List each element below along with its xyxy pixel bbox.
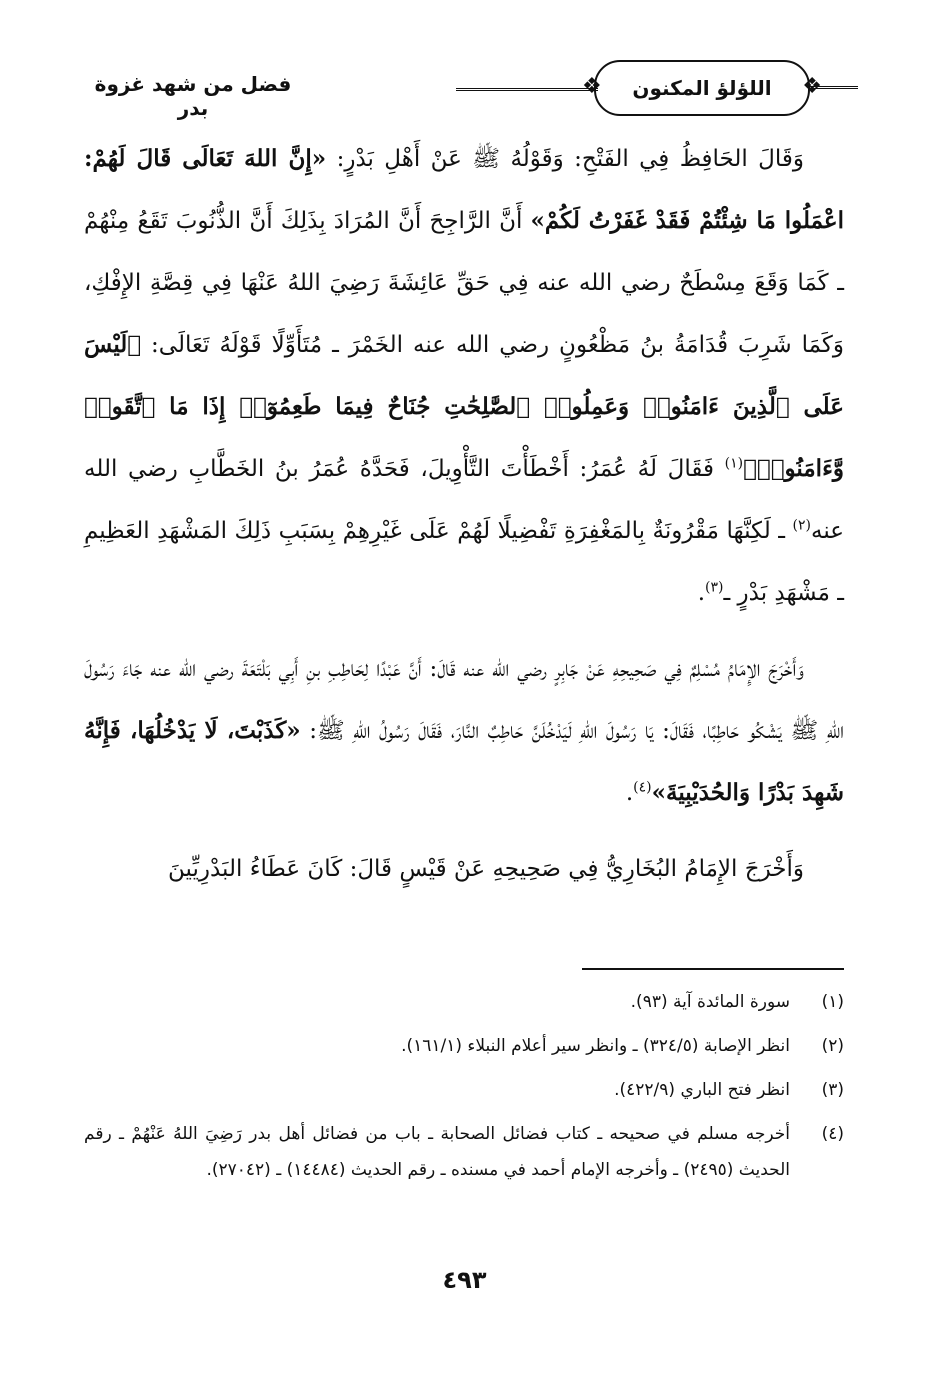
p1-text-d: ـ لَكِنَّهَا مَقْرُونَةٌ بِالمَغْفِرَةِ تَفْضِيلًا لَهُمْ عَلَى غَيْرِهِمْ بِسَبَبِ ذَلِكَ المَشْهَدِ العَظِيمِ ـ مَشْهَدِ بَدْرٍ ـ — [84, 518, 844, 606]
footnotes-list — [84, 984, 844, 1196]
footnote-text: انظر فتح الباري (٤٢٢/٩). — [614, 1080, 790, 1100]
p1-end: . — [697, 580, 706, 606]
footnote-number: (١) — [821, 992, 844, 1012]
footnote-item — [84, 1116, 844, 1188]
footnote-number: (٣) — [821, 1080, 844, 1100]
footnote-text: أخرجه مسلم في صحيحه ـ كتاب فضائل الصحابة ـ باب من فضائل أهل بدر رَضِيَ اللهُ عَنْهُمْ ـ رقم الحديث (٢٤٩٥) ـ وأخرجه الإمام أحمد في مسنده ـ رقم الحديث (١٤٤٨٤) ـ (٢٧٠٤٢). — [84, 1124, 790, 1180]
p1-text-c: فَقَالَ لَهُ عُمَرُ: أَخْطَأْتَ التَّأْوِيلَ، فَحَدَّهُ عُمَرُ بنُ الخَطَّابِ رضي الله عنه — [84, 456, 844, 544]
footnote-ref-4[interactable]: (٤) — [633, 779, 652, 796]
paragraph-3: وَأَخْرَجَ الإِمَامُ البُخَارِيُّ فِي صَحِيحِهِ عَنْ قَيْسٍ قَالَ: كَانَ عَطَاءُ البَدْرِيِّينَ — [168, 856, 804, 882]
footnote-number: (٤) — [821, 1124, 844, 1144]
p2-text-a: وَأَخْرَجَ الإِمَامُ مُسْلِمٌ فِي صَحِيحِهِ عَنْ جَابِرٍ رضي الله عنه قَالَ: أَنَّ عَبْدًا لِحَاطِبِ بنِ أَبِي بَلْتَعَةَ رضي الله عنه جَاءَ رَسُولَ اللهِ ﷺ يَشْكُو حَاطِبًا، فَقَالَ: يَا رَسُولَ اللهِ لَيَدْخُلَنَّ حَاطِبٌ النَّارَ، فَقَالَ رَسُولُ اللهِ ﷺ: — [84, 656, 844, 744]
p2-hadith-quote: «كَذَبْتَ، لَا يَدْخُلُهَا، فَإِنَّهُ شَهِدَ بَدْرًا وَالحُدَيْبِيَةَ» — [84, 717, 844, 806]
footnote-text: سورة المائدة آية (٩٣). — [630, 992, 790, 1012]
chapter-title: فضل من شهد غزوة بدر — [94, 72, 292, 120]
footnote-separator — [582, 968, 844, 970]
book-title: ❖ اللؤلؤ المكنون — [632, 76, 772, 100]
paragraph-1 — [84, 128, 844, 624]
footnote-item — [84, 1028, 844, 1064]
p1-text-a: وَقَالَ الحَافِظُ فِي الفَتْحِ: وَقَوْلُهُ ﷺ عَنْ أَهْلِ بَدْرٍ: — [326, 146, 804, 172]
footnote-item — [84, 984, 844, 1020]
footnote-ref-1[interactable]: (١) — [724, 455, 744, 472]
p1-hadith-quote: «إِنَّ اللهَ تَعَالَى قَالَ لَهُمْ: اعْمَلُوا مَا شِئْتُمْ فَقَدْ غَفَرْتُ لَكُمْ» — [84, 145, 844, 234]
page-body — [84, 128, 844, 900]
p1-text-b: أَنَّ الرَّاجِحَ أَنَّ المُرَادَ بِذَلِكَ أَنَّ الذُّنُوبَ تَقَعُ مِنْهُمْ ـ كَمَا وَقَعَ مِسْطَحٌ رضي الله عنه فِي حَقِّ عَائِشَةَ رَضِيَ اللهُ عَنْهَا فِي قِصَّةِ الإِفْكِ، وَكَمَا شَرِبَ قُدَامَةُ بنُ مَظْعُونٍ رضي الله عنه الخَمْرَ ـ مُتَأَوِّلًا قَوْلَهُ تَعَالَى: — [84, 208, 844, 358]
page-number: ٤٩٣ — [442, 1266, 487, 1294]
footnote-item — [84, 1072, 844, 1108]
paragraph-2 — [84, 638, 844, 824]
footnote-ref-2[interactable]: (٢) — [792, 517, 811, 534]
p2-end: . — [625, 780, 634, 806]
p1-quran-verse: ﴿لَيْسَ عَلَى ٱلَّذِينَ ءَامَنُوا۟ وَعَمِلُوا۟ ٱلصَّٰلِحَٰتِ جُنَاحٌ فِيمَا طَعِمُوٓا۟ إِذَا مَا ٱتَّقَوا۟ وَّءَامَنُوا۟﴾ — [84, 331, 844, 482]
footnote-ref-3[interactable]: (٣) — [705, 579, 724, 596]
running-header — [88, 58, 858, 118]
book-title-cartouche — [594, 60, 810, 116]
footnote-text: انظر الإصابة (٣٢٤/٥) ـ وانظر سير أعلام النبلاء (١٦١/١). — [401, 1036, 790, 1056]
header-rule-middle — [456, 88, 598, 91]
footnote-number: (٢) — [821, 1036, 844, 1056]
